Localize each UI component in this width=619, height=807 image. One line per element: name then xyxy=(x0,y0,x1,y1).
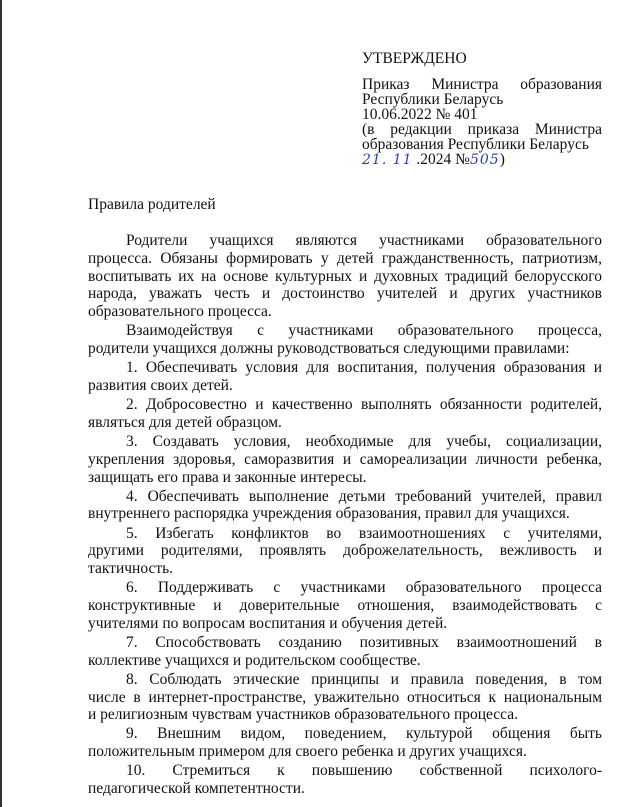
text-line: 1. Обеспечивать условия для воспитания, получения образования и xyxy=(126,359,602,377)
rule-item xyxy=(88,525,602,578)
text-line: народа, уважать честь и достоинство учителей и других участников xyxy=(88,285,602,303)
paragraph xyxy=(88,232,602,321)
approval-title: УТВЕРЖДЕНО xyxy=(362,50,467,67)
rule-item xyxy=(88,671,602,724)
rule-item xyxy=(88,488,602,524)
rule-item xyxy=(88,433,602,486)
document-title: Правила родителей xyxy=(88,196,216,213)
text-line: 6. Поддерживать с участниками образовательного процесса xyxy=(126,579,602,597)
text-line: 4. Обеспечивать выполнение детьми требований учителей, правил xyxy=(126,487,602,505)
text-line: тактичность. xyxy=(88,560,174,578)
document-body xyxy=(88,232,602,799)
text-line: Родители учащихся являются участниками образовательного xyxy=(126,232,602,249)
rule-item xyxy=(88,634,602,670)
rule-item xyxy=(88,396,602,432)
text-line: являться для детей образцом. xyxy=(88,413,282,431)
text-line: 2. Добросовестно и качественно выполнять обязанности родителей, xyxy=(126,396,602,414)
text-line: и религиозным чувствам участников образовательного процесса. xyxy=(88,706,519,724)
text-line: конструктивные и доверительные отношения, взаимодействовать с xyxy=(88,597,602,615)
revision-date-line xyxy=(362,152,602,167)
scan-edge xyxy=(0,0,2,807)
rule-item xyxy=(88,359,602,395)
approval-line: (в редакции приказа Министра xyxy=(362,121,602,138)
rule-item xyxy=(88,725,602,761)
text-line: укрепления здоровья, саморазвития и самореализации личности ребенка, xyxy=(88,450,602,468)
text-line: 5. Избегать конфликтов во взаимоотношениях с учителями, xyxy=(126,524,602,542)
handwritten-date: 21. 11 xyxy=(362,152,413,168)
text-line: процесса. Обязаны формировать у детей гражданственность, патриотизм, xyxy=(88,249,602,267)
text-line: положительным примером для своего ребенка и других учащихся. xyxy=(88,743,527,761)
approval-line: 10.06.2022 № 401 xyxy=(362,106,478,123)
closing-paren: ) xyxy=(499,151,505,168)
approval-stamp-block xyxy=(362,50,602,167)
text-line: учителями по вопросам воспитания и обучения детей. xyxy=(88,614,448,632)
text-line: Взаимодействуя с участниками образовательного процесса, xyxy=(126,322,602,340)
rule-item xyxy=(88,579,602,632)
text-line: 3. Создавать условия, необходимые для учебы, социализации, xyxy=(126,432,602,450)
text-line: внутреннего распорядка учреждения образования, правил для учащихся. xyxy=(88,505,570,523)
text-line: числе в интернет-пространстве, уважительно относиться к национальным xyxy=(88,688,602,706)
text-line: воспитывать их на основе культурных и духовных традиций белорусского xyxy=(88,267,602,285)
text-line: другими родителями, проявлять доброжелательность, вежливость и xyxy=(88,542,602,560)
text-line: развития своих детей. xyxy=(88,376,233,394)
revision-year: .2024 № xyxy=(416,151,470,168)
text-line: 8. Соблюдать этические принципы и правила поведения, в том xyxy=(126,670,602,688)
text-line: 9. Внешним видом, поведением, культурой общения быть xyxy=(126,725,602,743)
text-line: родители учащихся должны руководствоваться следующими правилами: xyxy=(88,340,570,358)
text-line: 7. Способствовать созданию позитивных взаимоотношений в xyxy=(126,633,602,651)
text-line: коллективе учащихся и родительском сообществе. xyxy=(88,651,421,669)
approval-line: Республики Беларусь xyxy=(362,91,504,108)
approval-line: Приказ Министра образования xyxy=(362,76,602,93)
text-line: защищать его права и законные интересы. xyxy=(88,468,367,486)
paragraph xyxy=(88,322,602,358)
text-line: педагогической компетентности. xyxy=(88,780,305,798)
approval-line: образования Республики Беларусь xyxy=(362,136,589,153)
handwritten-number: 505 xyxy=(469,152,500,168)
text-line: 10. Стремиться к повышению собственной психолого- xyxy=(126,762,602,780)
text-line: образовательного процесса. xyxy=(88,303,272,321)
rule-item xyxy=(88,762,602,798)
